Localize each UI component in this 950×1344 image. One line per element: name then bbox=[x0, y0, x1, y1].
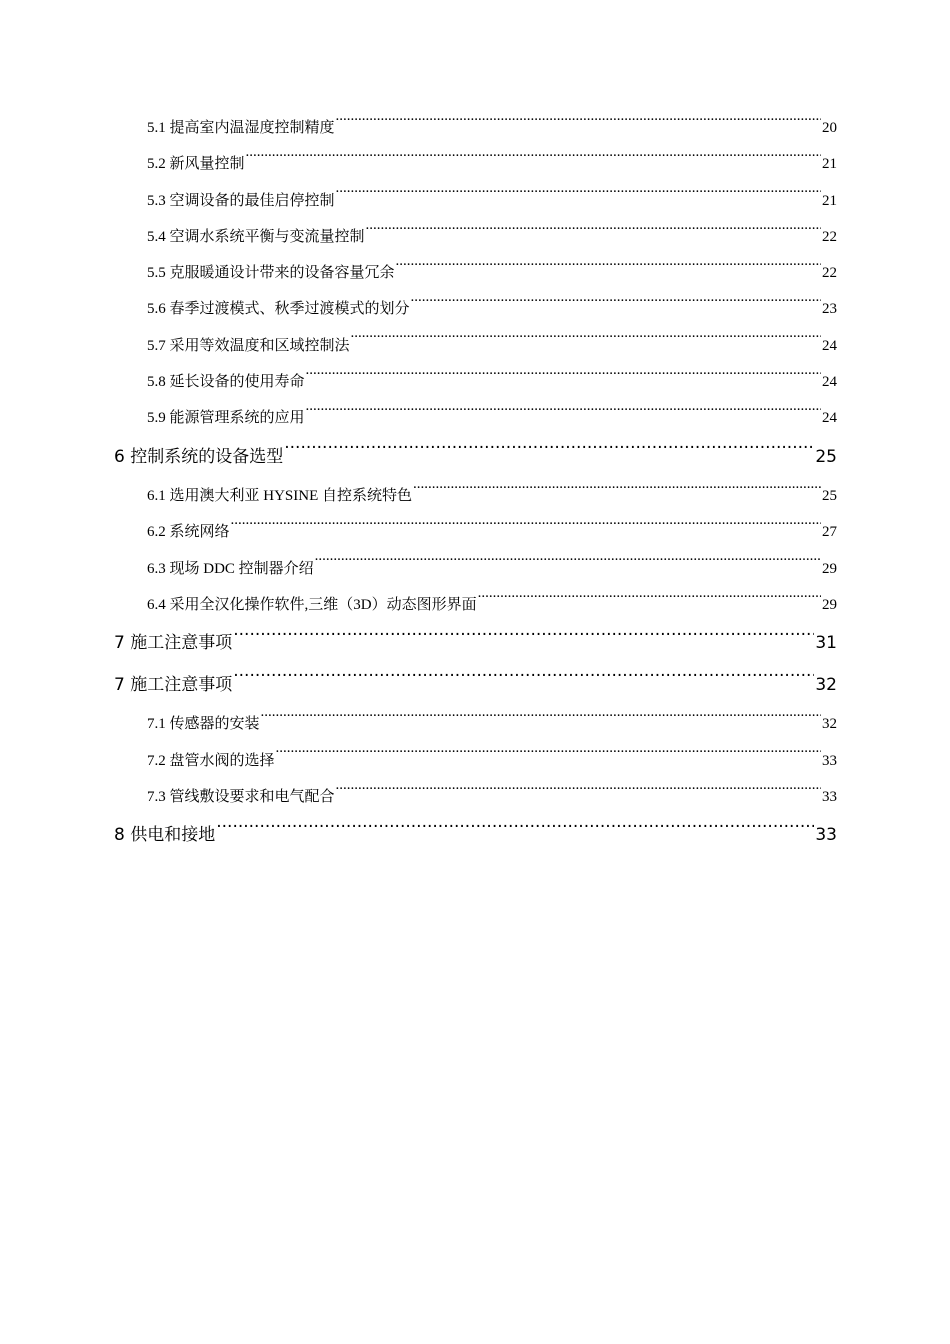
toc-entry-title: 6.3 现场 DDC 控制器介绍 bbox=[147, 560, 314, 577]
toc-dot-leader bbox=[261, 713, 821, 728]
toc-entry[interactable] bbox=[147, 291, 837, 327]
toc-entry-title: 5.6 春季过渡模式、秋季过渡模式的划分 bbox=[147, 301, 410, 318]
toc-dot-leader bbox=[396, 262, 821, 277]
toc-dot-leader bbox=[411, 298, 821, 313]
toc-dot-leader bbox=[306, 371, 821, 386]
toc-entry-title: 5.1 提高室内温湿度控制精度 bbox=[147, 120, 335, 136]
toc-dot-leader bbox=[336, 190, 821, 205]
toc-dot-leader bbox=[231, 521, 821, 536]
toc-entry[interactable] bbox=[147, 146, 837, 182]
toc-entry-title: 5.2 新风量控制 bbox=[147, 156, 245, 173]
toc-entry[interactable] bbox=[147, 183, 837, 219]
toc-entry[interactable] bbox=[147, 551, 837, 587]
toc-entry-page: 29 bbox=[822, 597, 837, 614]
toc-chapter-entry[interactable] bbox=[114, 437, 837, 479]
toc-dot-leader bbox=[276, 750, 821, 765]
toc-entry-page: 29 bbox=[822, 560, 837, 577]
toc-entry-page: 23 bbox=[822, 301, 837, 318]
toc-dot-leader bbox=[233, 631, 814, 648]
toc-entry-title: 7.3 管线敷设要求和电气配合 bbox=[147, 788, 335, 805]
toc-chapter-entry[interactable] bbox=[114, 623, 837, 665]
toc-entry[interactable] bbox=[147, 478, 837, 514]
toc-chapter-page: 32 bbox=[815, 674, 837, 695]
toc-entry-title: 6.4 采用全汉化操作软件,三维（3D）动态图形界面 bbox=[147, 597, 477, 614]
toc-entry[interactable] bbox=[147, 219, 837, 255]
toc-entry-title: 5.9 能源管理系统的应用 bbox=[147, 410, 305, 427]
toc-dot-leader bbox=[216, 823, 814, 840]
toc-chapter-title: 7 施工注意事项 bbox=[114, 674, 233, 695]
toc-entry-page: 24 bbox=[822, 410, 837, 427]
toc-chapter-page: 25 bbox=[815, 446, 837, 467]
toc-dot-leader bbox=[284, 445, 814, 462]
table-of-contents bbox=[0, 110, 950, 857]
toc-chapter-entry[interactable] bbox=[114, 665, 837, 707]
toc-entry[interactable] bbox=[147, 779, 837, 815]
toc-dot-leader bbox=[233, 673, 814, 690]
toc-dot-leader bbox=[336, 786, 821, 801]
toc-chapter-page: 33 bbox=[815, 825, 837, 846]
toc-entry[interactable] bbox=[147, 743, 837, 779]
toc-entry-title: 5.5 克服暖通设计带来的设备容量冗余 bbox=[147, 265, 395, 282]
toc-entry-page: 24 bbox=[822, 374, 837, 391]
toc-entry-title: 5.3 空调设备的最佳启停控制 bbox=[147, 192, 335, 209]
toc-dot-leader bbox=[246, 153, 821, 168]
toc-entry[interactable] bbox=[147, 328, 837, 364]
toc-entry-title: 5.4 空调水系统平衡与变流量控制 bbox=[147, 228, 365, 245]
toc-entry-page: 22 bbox=[822, 265, 837, 282]
toc-entry[interactable] bbox=[147, 514, 837, 550]
toc-chapter-title: 6 控制系统的设备选型 bbox=[114, 446, 284, 467]
toc-entry-page: 27 bbox=[822, 524, 837, 541]
toc-chapter-title: 8 供电和接地 bbox=[114, 825, 216, 846]
toc-entry-page: 22 bbox=[822, 228, 837, 245]
toc-entry-title: 7.2 盘管水阀的选择 bbox=[147, 752, 275, 769]
toc-dot-leader bbox=[478, 594, 821, 609]
toc-entry-page: 32 bbox=[822, 716, 837, 733]
toc-entry-page: 33 bbox=[822, 752, 837, 769]
toc-dot-leader bbox=[306, 407, 821, 422]
toc-entry[interactable] bbox=[147, 400, 837, 436]
toc-entry-title: 6.2 系统网络 bbox=[147, 524, 230, 541]
toc-entry[interactable] bbox=[147, 587, 837, 623]
toc-entry-title: 7.1 传感器的安装 bbox=[147, 716, 260, 733]
toc-entry-title: 5.7 采用等效温度和区域控制法 bbox=[147, 337, 350, 354]
toc-chapter-title: 7 施工注意事项 bbox=[114, 633, 233, 654]
toc-entry[interactable] bbox=[147, 706, 837, 742]
toc-entry-page: 20 bbox=[822, 120, 837, 136]
toc-entry[interactable] bbox=[147, 364, 837, 400]
toc-chapter-page: 31 bbox=[815, 633, 837, 654]
toc-entry-page: 33 bbox=[822, 788, 837, 805]
toc-entry-page: 21 bbox=[822, 156, 837, 173]
toc-dot-leader bbox=[366, 226, 821, 241]
toc-chapter-entry[interactable] bbox=[114, 815, 837, 857]
toc-entry-title: 6.1 选用澳大利亚 HYSINE 自控系统特色 bbox=[147, 488, 412, 505]
toc-entry[interactable] bbox=[147, 110, 837, 146]
toc-entry-page: 24 bbox=[822, 337, 837, 354]
toc-dot-leader bbox=[336, 117, 821, 132]
toc-dot-leader bbox=[413, 485, 821, 500]
toc-dot-leader bbox=[351, 335, 821, 350]
toc-entry-page: 25 bbox=[822, 488, 837, 505]
toc-dot-leader bbox=[315, 558, 821, 573]
toc-entry-title: 5.8 延长设备的使用寿命 bbox=[147, 374, 305, 391]
toc-entry-page: 21 bbox=[822, 192, 837, 209]
toc-entry[interactable] bbox=[147, 255, 837, 291]
